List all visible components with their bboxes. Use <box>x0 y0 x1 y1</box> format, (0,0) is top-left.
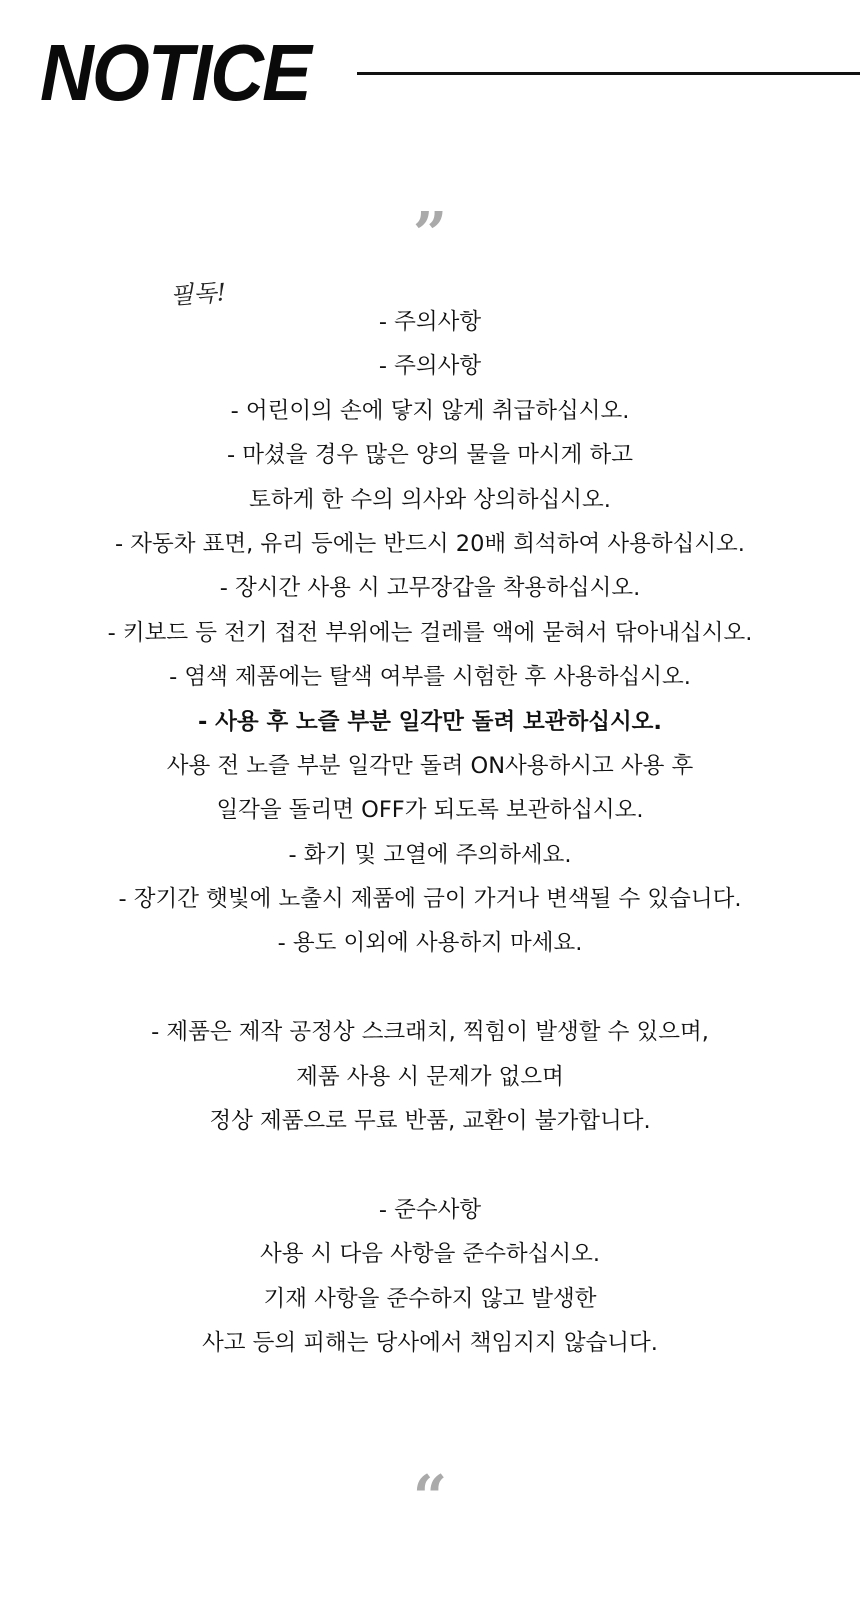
compliance-line: 기재 사항을 준수하지 않고 발생한 <box>263 1285 597 1312</box>
notice-line-emphasis: - 사용 후 노즐 부분 일각만 돌려 보관하십시오. <box>198 708 662 735</box>
notice-line: - 장시간 사용 시 고무장갑을 착용하십시오. <box>219 575 641 602</box>
notice-line: - 어린이의 손에 닿지 않게 취급하십시오. <box>230 397 630 424</box>
compliance-line: 사용 시 다음 사항을 준수하십시오. <box>259 1241 601 1268</box>
notice-line: 일각을 돌리면 OFF가 되도록 보관하십시오. <box>216 797 644 824</box>
notice-line: - 마셨을 경우 많은 양의 물을 마시게 하고 <box>227 442 633 469</box>
notice-line: 사용 전 노즐 부분 일각만 돌려 ON사용하시고 사용 후 <box>166 752 694 779</box>
notice-line: - 장기간 햇빛에 노출시 제품에 금이 가거나 변색될 수 있습니다. <box>118 886 742 913</box>
notice-line: - 주의사항 <box>378 309 482 335</box>
handwritten-must-read-note: 필독! <box>169 278 228 310</box>
notice-title: NOTICE <box>40 28 310 117</box>
notice-line: 토하게 한 수의 의사와 상의하십시오. <box>249 486 611 513</box>
notice-line: - 자동차 표면, 유리 등에는 반드시 20배 희석하여 사용하십시오. <box>115 530 745 557</box>
notice-line: - 주의사항 <box>378 353 482 380</box>
closing-quote-icon: ” <box>412 200 448 270</box>
defect-line: - 제품은 제작 공정상 스크래치, 찍힘이 발생할 수 있으며, <box>151 1019 709 1046</box>
defect-line: 정상 제품으로 무료 반품, 교환이 불가합니다. <box>209 1108 651 1135</box>
defect-line: 제품 사용 시 문제가 없으며 <box>296 1063 564 1090</box>
opening-quote-icon: “ <box>412 1463 448 1533</box>
section-spacer <box>0 966 860 1010</box>
notice-line: - 용도 이외에 사용하지 마세요. <box>277 930 583 957</box>
notice-body <box>0 300 860 1365</box>
section-spacer <box>0 1143 860 1187</box>
header-divider <box>357 72 860 75</box>
notice-line: - 화기 및 고열에 주의하세요. <box>288 841 572 868</box>
compliance-line: 사고 등의 피해는 당사에서 책임지지 않습니다. <box>202 1329 658 1356</box>
notice-line: - 염색 제품에는 탈색 여부를 시험한 후 사용하십시오. <box>169 664 691 691</box>
notice-line: - 키보드 등 전기 접전 부위에는 걸레를 액에 묻혀서 닦아내십시오. <box>107 619 753 646</box>
compliance-line: - 준수사항 <box>378 1196 482 1223</box>
notice-header <box>0 0 860 140</box>
